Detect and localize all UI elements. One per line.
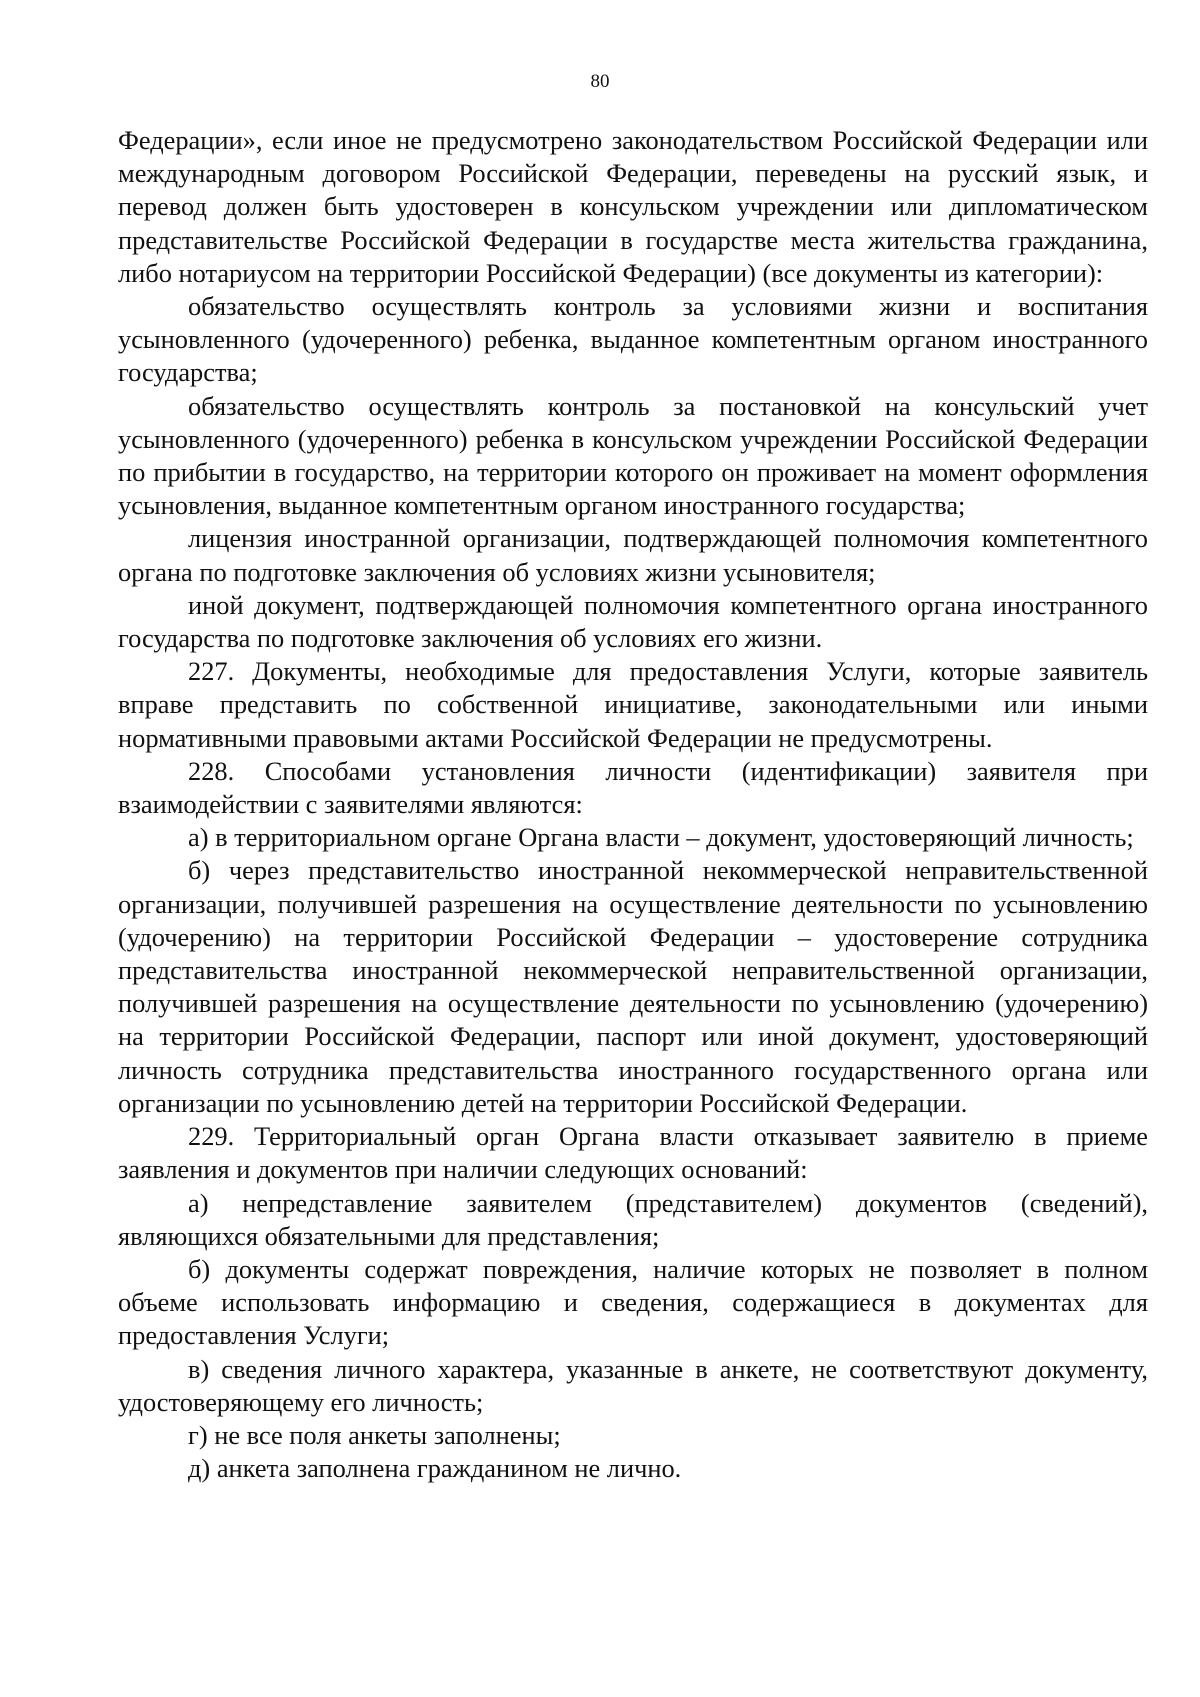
document-body bbox=[118, 124, 1148, 1485]
paragraph-obligation-living-conditions: обязательство осуществлять контроль за условиями жизни и воспитания усыновленного (удочеренного) ребенка, выданное компетентным органом иностранного государства; bbox=[118, 291, 1148, 388]
paragraph-227: 227. Документы, необходимые для предоставления Услуги, которые заявитель вправе представить по собственной инициативе, законодательными или иными нормативными правовыми актами Российской Федерации не предусмотрены. bbox=[118, 656, 1148, 753]
paragraph-license: лицензия иностранной организации, подтверждающей полномочия компетентного органа по подготовке заключения об условиях жизни усыновителя; bbox=[118, 523, 1148, 587]
paragraph-228-a: а) в территориальном органе Органа власти – документ, удостоверяющий личность; bbox=[188, 822, 1134, 853]
paragraph-obligation-consular-registration: обязательство осуществлять контроль за постановкой на консульский учет усыновленного (удочеренного) ребенка в консульском учреждении Российской Федерации по прибытии в государство, на территории которого он проживает на момент оформления усыновления, выданное компетентным органом иностранного государства; bbox=[118, 390, 1148, 521]
paragraph-continuation: Федерации», если иное не предусмотрено законодательством Российской Федерации или международным договором Российской Федерации, переведены на русский язык, и перевод должен быть удостоверен в консульском учреждении или дипломатическом представительстве Российской Федерации в государстве места жительства гражданина, либо нотариусом на территории Российской Федерации) (все документы из категории): bbox=[118, 125, 1148, 288]
paragraph-229-d: д) анкета заполнена гражданином не лично. bbox=[188, 1453, 682, 1484]
paragraph-229-b: б) документы содержат повреждения, наличие которых не позволяет в полном объеме использовать информацию и сведения, содержащиеся в документах для предоставления Услуги; bbox=[118, 1253, 1148, 1351]
page-number: 80 bbox=[590, 71, 610, 92]
paragraph-229-g: г) не все поля анкеты заполнены; bbox=[188, 1419, 561, 1450]
paragraph-229: 229. Территориальный орган Органа власти отказывает заявителю в приеме заявления и документов при наличии следующих оснований: bbox=[118, 1121, 1148, 1185]
paragraph-228: 228. Способами установления личности (идентификации) заявителя при взаимодействии с заявителями являются: bbox=[118, 755, 1148, 820]
paragraph-229-a: а) непредставление заявителем (представителем) документов (сведений), являющихся обязательными для представления; bbox=[118, 1187, 1148, 1251]
paragraph-other-document: иной документ, подтверждающей полномочия компетентного органа иностранного государства по подготовке заключения об условиях его жизни. bbox=[118, 589, 1148, 654]
paragraph-229-v: в) сведения личного характера, указанные в анкете, не соответствуют документу, удостоверяющему его личность; bbox=[118, 1353, 1148, 1417]
paragraph-228-b: б) через представительство иностранной некоммерческой неправительственной организации, получившей разрешения на осуществление деятельности по усыновлению (удочерению) на территории Российской Федерации – удостоверение сотрудника представительства иностранной некоммерческой неправительственной организации, получившей разрешения на осуществление деятельности по усыновлению (удочерению) на территории Российской Федерации, паспорт или иной документ, удостоверяющий личность сотрудника представительства иностранного государственного органа или организации по усыновлению детей на территории Российской Федерации. bbox=[118, 855, 1148, 1118]
